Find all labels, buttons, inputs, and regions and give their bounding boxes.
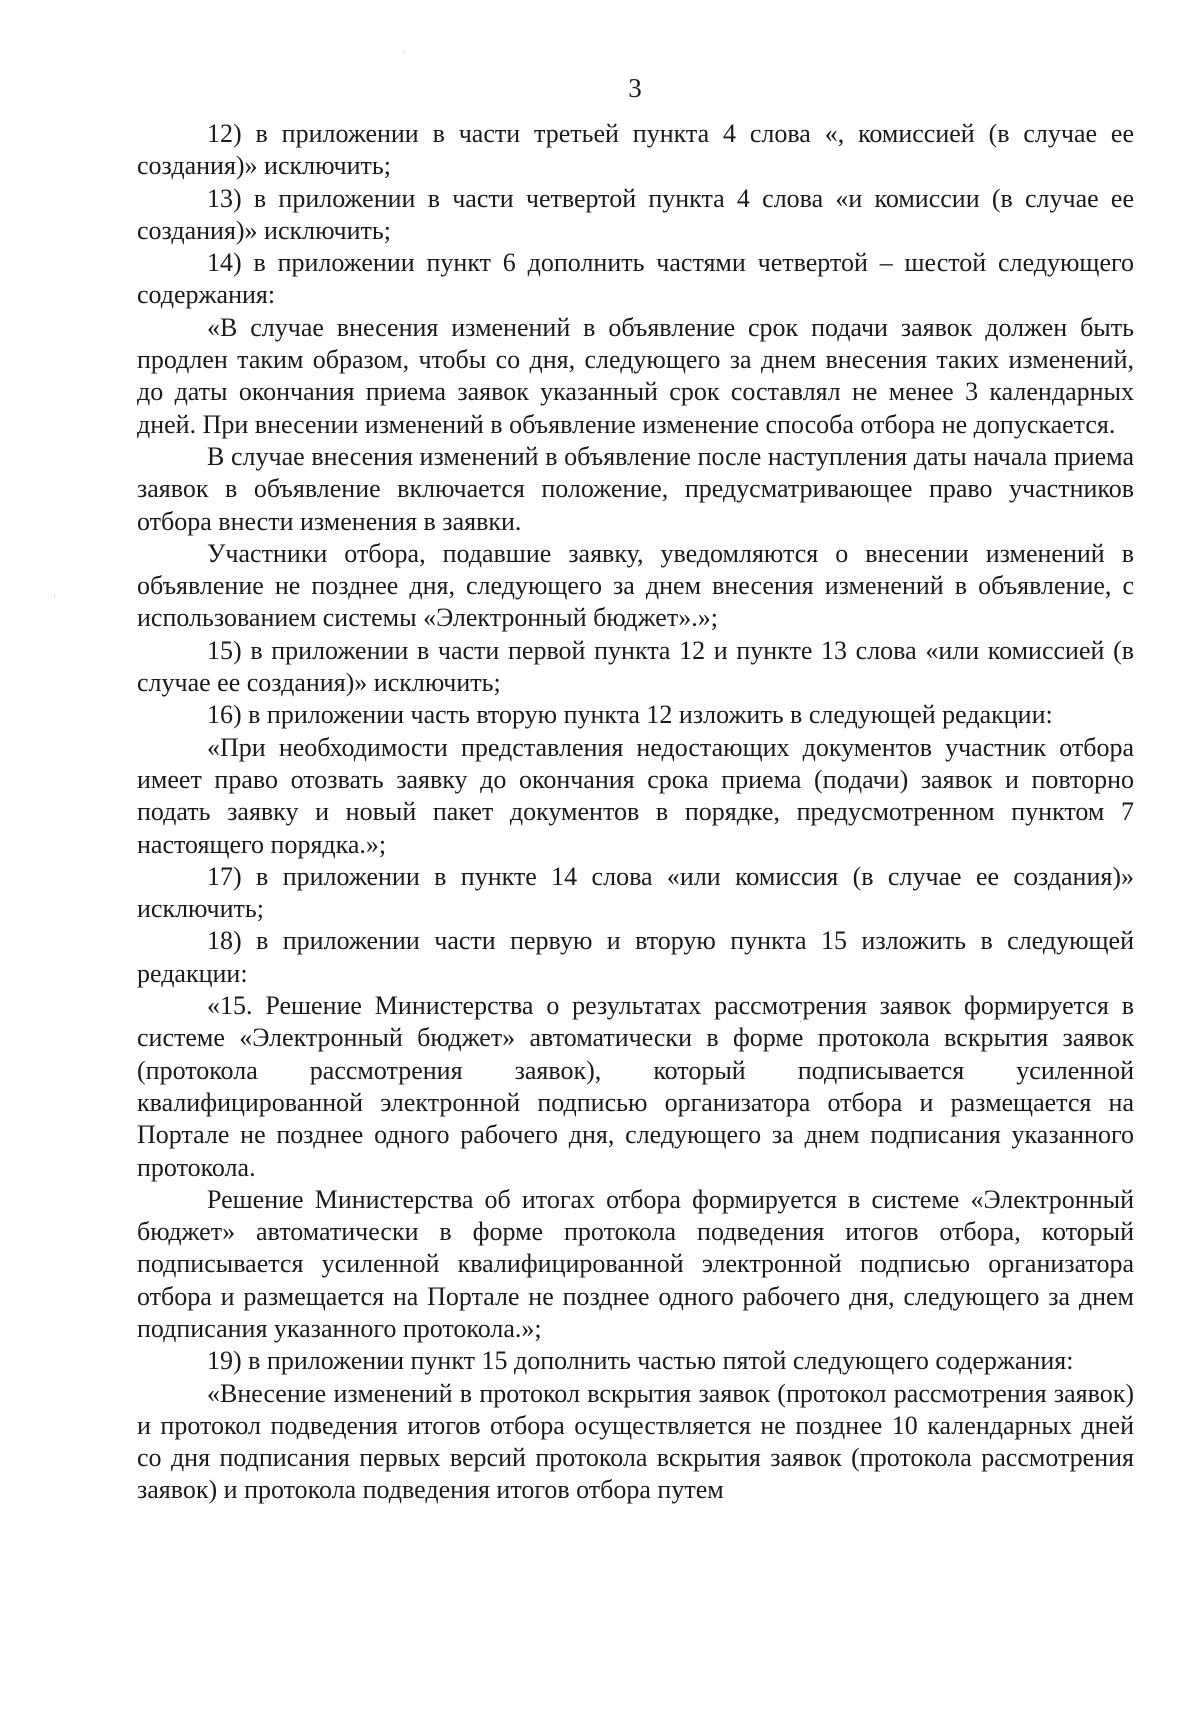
paragraph: 14) в приложении пункт 6 дополнить частями четвертой – шестой следующего содержания:	[137, 248, 1134, 310]
paragraph: «Внесение изменений в протокол вскрытия заявок (протокол рассмотрения заявок) и протокол подведения итогов отбора осуществляется не позднее 10 календарных дней со дня подписания первых версий протокола вскрытия заявок (протокола рассмотрения заявок) и протокола подведения итогов отбора путем	[137, 1378, 1134, 1505]
scan-speck	[54, 596, 55, 597]
paragraph: 13) в приложении в части четвертой пункта 4 слова «и комиссии (в случае ее создания)» исключить;	[137, 183, 1134, 245]
paragraph: Решение Министерства об итогах отбора формируется в системе «Электронный бюджет» автоматически в форме протокола подведения итогов отбора, который подписывается усиленной квалифицированной электронной подписью организатора отбора и размещается на Портале не позднее одного рабочего дня, следующего за днем подписания указанного протокола.»;	[137, 1184, 1134, 1343]
paragraph: 12) в приложении в части третьей пункта 4 слова «, комиссией (в случае ее создания)» исключить;	[137, 119, 1134, 181]
paragraph: 17) в приложении в пункте 14 слова «или комиссия (в случае ее создания)» исключить;	[137, 861, 1134, 924]
paragraph: 16) в приложении часть вторую пункта 12 изложить в следующей редакции:	[207, 700, 1053, 730]
paragraph: «15. Решение Министерства о результатах рассмотрения заявок формируется в системе «Электронный бюджет» автоматически в форме протокола вскрытия заявок (протокола рассмотрения заявок), который подписывается усиленной квалифицированной электронной подписью организатора отбора и размещается на Портале не позднее одного рабочего дня, следующего за днем подписания указанного протокола.	[137, 991, 1134, 1182]
paragraph: 19) в приложении пункт 15 дополнить частью пятой следующего содержания:	[207, 1346, 1074, 1376]
page-number: 3	[628, 73, 642, 103]
paragraph: Участники отбора, подавшие заявку, уведомляются о внесении изменений в объявление не позднее дня, следующего за днем внесения изменений в объявление, с использованием системы «Электронный бюджет».»;	[137, 538, 1134, 633]
paragraph: «В случае внесения изменений в объявление срок подачи заявок должен быть продлен таким образом, чтобы со дня, следующего за днем внесения таких изменений, до даты окончания приема заявок указанный срок составлял не менее 3 календарных дней. При внесении изменений в объявление изменение способа отбора не допускается.	[137, 312, 1134, 439]
document-body	[137, 118, 1134, 1507]
paragraph: 15) в приложении в части первой пункта 12 и пункте 13 слова «или комиссией (в случае ее создания)» исключить;	[137, 635, 1134, 698]
paragraph: 18) в приложении части первую и вторую пункта 15 изложить в следующей редакции:	[137, 926, 1134, 988]
scan-speck	[404, 52, 405, 53]
paragraph: В случае внесения изменений в объявление после наступления даты начала приема заявок в объявление включается положение, предусматривающее право участников отбора внести изменения в заявки.	[137, 441, 1134, 536]
paragraph: «При необходимости представления недостающих документов участник отбора имеет право отозвать заявку до окончания срока приема (подачи) заявок и повторно подать заявку и новый пакет документов в порядке, предусмотренном пунктом 7 настоящего порядка.»;	[137, 732, 1134, 859]
